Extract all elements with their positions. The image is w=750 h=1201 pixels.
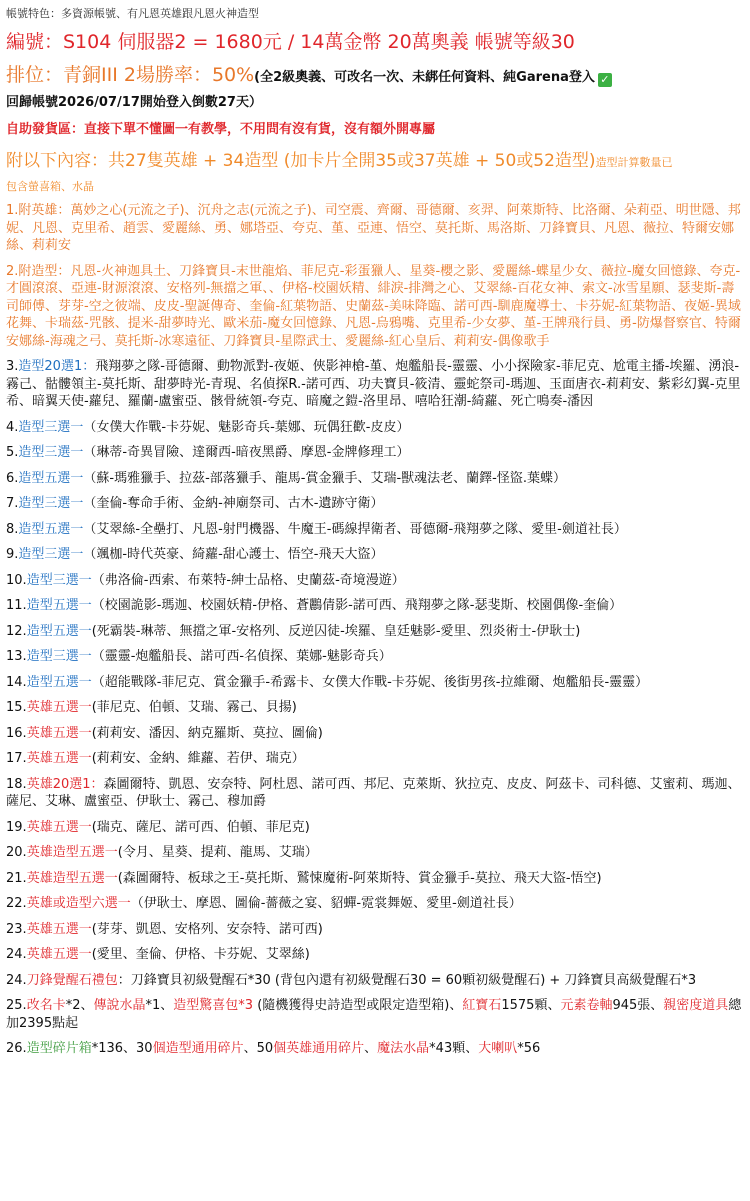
item-label-text: 英雄五選一 — [26, 947, 92, 962]
item-label-text: 英雄或造型六選一 — [26, 896, 131, 911]
item-text: （蘇-瑪雅獵手、拉茲-部落獵手、龍馬-賞金獵手、艾瑞-獸魂法老、蘭鐸-怪盜.葉蝶） — [83, 470, 567, 486]
item-number: 16. — [6, 725, 27, 741]
item-text: *56 — [517, 1041, 541, 1056]
item-number: 11. — [6, 598, 27, 613]
item-label — [6, 700, 92, 715]
item-text: （伊耿士、摩恩、圖倫-薔薇之宴、貂蟬-霓裳舞姬、愛里-劍道社長） — [130, 896, 522, 911]
item-text: （琳蒂-奇異冒險、達爾西-暗夜黑爵、摩恩-金牌修理工） — [83, 445, 410, 460]
item-text: 945張、 — [612, 998, 664, 1013]
item-text: 總加2395點起 — [6, 998, 742, 1031]
item-number: 7. — [6, 496, 19, 511]
item-text: (森圖爾特、板球之王-莫托斯、鷲悚魔術-阿萊斯特、賞金獵手-莫拉、飛天大盜-悟空) — [117, 870, 602, 886]
item-text: (菲尼克、伯頓、艾瑞、霧己、貝揚) — [91, 700, 297, 715]
item-label-text: 造型五選一 — [26, 598, 92, 613]
item-text: 森圖爾特、凱恩、安奈特、阿杜恩、諾可西、邦尼、克萊斯、狄拉克、皮皮、阿茲卡、司科德、艾蜜莉、瑪迦、薩尼、艾琳、盧蜜亞、伊耿士、霧己、穆加爵 — [6, 776, 741, 809]
item-text: 凡恩-火神迦具土、刀鋒寶貝-末世龍焰、菲尼克-彩蛋獵人、星葵-櫻之影、愛麗絲-蝶星少女、薇拉-魔女回憶錄、夸克-才圓滾滾、亞連-財源滾滾、安格列-無擋之軍、、伊格-校園妖精、緋淚-排灣之心、艾翠絲-百花女神、索文-冰雪星願、瑟斐斯-壽司師傅、芽芽-空之彼端、皮皮-聖誕傳奇、奎倫-紅葉物語、史蘭茲-美味降臨、諾可西-馴鹿魔導士、卡芬妮-紅葉物語、夜姬-異域花舞、卡瑞茲-咒骸、提米-甜夢時光、歐米茄-魔女回憶錄、凡恩-烏鴉嘴、克里希-少女夢、堇-王牌飛行員、勇-防爆督察官、特爾安娜絲-海魂之弓、莫托斯-冰寒遠征、刀鋒寶貝-星際武士、愛麗絲-紅心皇后、莉莉安-偶像歌手 — [6, 263, 741, 349]
item-label — [6, 726, 92, 741]
list-item — [6, 597, 742, 615]
item-text: *136、30 — [91, 1041, 153, 1056]
list-item — [6, 725, 742, 743]
list-item — [6, 819, 742, 837]
item-number: 25. — [6, 998, 27, 1013]
item-label-text: 造型三選一 — [18, 419, 84, 435]
item-label-text: 造型三選一 — [18, 445, 84, 460]
ruby-label: 紅寶石 — [462, 998, 502, 1013]
item-number: 9. — [6, 547, 19, 562]
intimacy-label: 親密度道具 — [663, 998, 729, 1013]
item-label-text: 英雄五選一 — [26, 751, 92, 766]
item-label — [6, 573, 92, 588]
item-text: 、 — [364, 1041, 378, 1056]
list-item — [6, 495, 742, 513]
item-text: 1575顆、 — [501, 998, 561, 1013]
item-text: （靈靈-炮艦船長、諾可西-名偵探、葉娜-魅影奇兵） — [91, 649, 392, 664]
item-text: (瑞克、薩尼、諾可西、伯頓、菲尼克) — [91, 819, 310, 835]
item-label-text: 造型五選一 — [18, 470, 84, 486]
item-label-text: 英雄造型五選一 — [26, 845, 118, 860]
item-label — [6, 896, 131, 911]
skin-fragment-box-label: 造型碎片箱 — [26, 1041, 92, 1056]
legend-crystal-label: 傳說水晶 — [93, 998, 146, 1013]
item-text: 飛翔夢之隊-哥德爾、動物派對-夜姬、俠影神槍-堇、炮艦船長-靈靈、小小探險家-菲尼克、尬電主播-埃羅、湧浪-霧己、骷髏領主-莫托斯、甜夢時光-青現、名偵探R.-諾可西、功夫寶貝-筱清、靈蛇祭司-瑪迦、玉面唐衣-莉莉安、紫彩幻翼-克里希、暗翼天使-蘿兒、羅蘭-盧蜜亞、骸骨統領-夸克、暗魔之鎧-洛里昂、嘻哈狂潮-綺蘿、死亡鳴奏-潘因 — [6, 359, 741, 409]
list-item — [6, 572, 742, 590]
list-item — [6, 521, 742, 539]
list-item — [6, 444, 742, 462]
item-number: 18. — [6, 776, 27, 792]
magic-crystal-label: 魔法水晶 — [377, 1041, 430, 1056]
item-text: （颯枷-時代英豪、綺蘿-甜心護士、悟空-飛天大盜） — [83, 547, 384, 562]
item-number: 17. — [6, 751, 27, 766]
item-number: 12. — [6, 623, 27, 639]
item-label — [6, 471, 83, 486]
item-label — [6, 777, 104, 792]
item-number: 3. — [6, 359, 19, 374]
list-item-awakening — [6, 972, 742, 990]
list-item — [6, 674, 742, 692]
list-item — [6, 202, 742, 255]
item-label — [6, 820, 92, 835]
listing-title: 編號：S104 伺服器2 = 1680元 / 14萬金幣 20萬奧義 帳號等級30 — [6, 31, 575, 53]
list-item — [6, 699, 742, 717]
loudspeaker-label: 大喇叭 — [478, 1041, 518, 1056]
item-text: (芽芽、凱恩、安格列、安奈特、諾可西) — [91, 921, 323, 937]
item-label-text: 造型五選一 — [26, 623, 92, 639]
item-text: 萬妙之心(元流之子)、沉舟之志(元流之子)、司空震、齊爾、哥德爾、亥羿、阿萊斯特、比洛爾、朵莉亞、明世隱、邦妮、凡恩、克里希、趙雲、愛麗絲、勇、娜塔亞、夸克、堇、亞連、悟空、莫托斯、馬洛斯、刀鋒寶貝、凡恩、薇拉、特爾安娜絲、莉莉安 — [6, 203, 741, 253]
item-label — [6, 922, 92, 937]
item-text: （女僕大作戰-卡芬妮、魅影奇兵-葉娜、玩偶狂歡-皮皮） — [83, 419, 410, 435]
item-label — [6, 751, 92, 766]
item-label — [6, 445, 83, 460]
item-text: （超能戰隊-菲尼克、賞金獵手-希露卡、女僕大作戰-卡芬妮、後街男孩-拉維爾、炮艦船長-靈靈） — [91, 674, 649, 690]
item-label — [6, 947, 92, 962]
item-number: 8. — [6, 521, 19, 537]
item-label-text: 英雄造型五選一 — [26, 870, 118, 886]
list-item-misc — [6, 997, 742, 1032]
list-item — [6, 419, 742, 437]
item-number: 4. — [6, 419, 19, 435]
item-text: ：刀鋒寶貝初級覺醒石*30 (背包內還有初級覺醒石30 = 60顆初級覺醒石) + 刀鋒寶貝高級覺醒石*3 — [117, 972, 697, 988]
auto-shipping-notice: 自助發貨區：直接下單不懂圖一有教學，不用問有沒有貨，沒有額外開專屬 — [6, 122, 436, 137]
item-text: （弗洛倫-西索、布萊特-紳士品格、史蘭茲-奇境漫遊） — [91, 572, 405, 588]
item-number: 13. — [6, 649, 27, 664]
item-text: (隨機獲得史詩造型或限定造型箱)、 — [253, 998, 463, 1013]
rank-notes: (全2級奧義、可改名一次、未綁任何資料、純Garena登入 — [254, 70, 595, 85]
list-item — [6, 470, 742, 488]
attached-content-title — [6, 147, 742, 177]
list-item — [6, 750, 742, 768]
item-text: *2、 — [65, 998, 94, 1013]
contents-list — [6, 202, 742, 964]
item-text: （艾翠絲-全壘打、凡恩-射門機器、牛魔王-碼線捍衛者、哥德爾-飛翔夢之隊、愛里-劍道社長） — [83, 521, 627, 537]
list-item — [6, 870, 742, 888]
item-label-text: 英雄五選一 — [26, 725, 92, 741]
attached-note: 造型計算數量已 — [595, 156, 673, 169]
list-item — [6, 358, 742, 411]
item-text: (令月、星葵、提莉、龍馬、艾瑞） — [117, 845, 318, 860]
item-label — [6, 496, 83, 511]
item-number: 19. — [6, 819, 27, 835]
list-item — [6, 921, 742, 939]
item-label-text: 造型三選一 — [26, 649, 92, 664]
item-number: 23. — [6, 921, 27, 937]
item-label-text: 英雄五選一 — [26, 921, 92, 937]
item-text: (莉莉安、金納、維蘿、若伊、瑞克） — [91, 751, 305, 766]
item-label-text: 造型三選一 — [18, 496, 84, 511]
list-item — [6, 895, 742, 913]
list-item — [6, 623, 742, 641]
item-label-text: 英雄五選一 — [26, 819, 92, 835]
item-label — [6, 675, 92, 690]
item-label-text: 英雄五選一 — [26, 700, 92, 715]
item-label-text: 造型20選1： — [18, 359, 96, 374]
item-label: 1.附英雄： — [6, 203, 71, 218]
item-number: 24. — [6, 972, 27, 988]
item-text: （奎倫-奪命手術、金納-神廟祭司、古木-遺跡守衛） — [83, 496, 384, 511]
rank-line — [6, 60, 742, 93]
list-item — [6, 546, 742, 564]
item-label — [6, 598, 92, 613]
item-label — [6, 359, 95, 374]
list-item — [6, 648, 742, 666]
item-text: *43顆、 — [429, 1041, 479, 1056]
return-account-line: 回歸帳號2026/07/17開始登入倒數27天） — [6, 95, 262, 110]
item-text: (死霸裝-琳蒂、無擋之軍-安格列、反逆囚徒-埃羅、皇廷魅影-愛里、烈炎術士-伊耿士) — [91, 623, 581, 639]
item-number: 14. — [6, 674, 27, 690]
item-number: 5. — [6, 445, 19, 460]
item-number: 15. — [6, 700, 27, 715]
item-number: 10. — [6, 572, 27, 588]
item-label: 2.附造型： — [6, 263, 71, 279]
item-text: （校園詭影-瑪迦、校園妖精-伊格、蒼鸝倩影-諾可西、飛翔夢之隊-瑟斐斯、校園偶像-奎倫） — [91, 598, 623, 613]
list-item-fragments — [6, 1040, 742, 1058]
item-label-text: 造型三選一 — [18, 547, 84, 562]
item-label-text: 造型五選一 — [18, 521, 84, 537]
item-label — [6, 871, 118, 886]
rename-card-label: 改名卡 — [26, 998, 66, 1013]
item-label — [6, 649, 92, 664]
rank-main: 排位：青銅III 2場勝率：50% — [6, 64, 255, 86]
item-text: 、50 — [243, 1041, 274, 1056]
item-label-text: 造型三選一 — [26, 572, 92, 588]
features-line: 帳號特色：多資源帳號、有凡恩英雄跟凡恩火神造型 — [6, 7, 259, 20]
attached-main: 附以下內容：共27隻英雄 + 34造型 (加卡片全開35或37英雄 + 50或52造型) — [6, 151, 596, 171]
attached-note-line2: 包含螢喜箱、水晶 — [6, 180, 94, 193]
item-label — [6, 547, 83, 562]
item-text: (莉莉安、潘因、納克羅斯、莫拉、圖倫) — [91, 725, 323, 741]
item-label: 刀鋒覺醒石禮包 — [26, 972, 118, 988]
item-number: 21. — [6, 870, 27, 886]
skin-surprise-label: 造型驚喜包*3 — [173, 998, 254, 1013]
item-label-text: 英雄20選1： — [26, 776, 104, 792]
item-label — [6, 522, 83, 537]
item-number: 22. — [6, 896, 27, 911]
list-item — [6, 776, 742, 811]
item-number: 20. — [6, 845, 27, 860]
item-label — [6, 420, 83, 435]
skin-fragment-label: 個造型通用碎片 — [152, 1041, 244, 1056]
element-scroll-label: 元素卷軸 — [560, 998, 613, 1013]
item-number: 6. — [6, 470, 19, 486]
item-label — [6, 845, 118, 860]
hero-fragment-label: 個英雄通用碎片 — [273, 1041, 365, 1056]
list-item — [6, 844, 742, 862]
list-item — [6, 946, 742, 964]
item-label-text: 造型五選一 — [26, 674, 92, 690]
check-icon: ✓ — [598, 73, 612, 87]
item-text: *1、 — [145, 998, 174, 1013]
item-label — [6, 624, 92, 639]
item-number: 24. — [6, 947, 27, 962]
item-text: (愛里、奎倫、伊格、卡芬妮、艾翠絲) — [91, 947, 310, 962]
list-item — [6, 263, 742, 351]
item-number: 26. — [6, 1041, 27, 1056]
